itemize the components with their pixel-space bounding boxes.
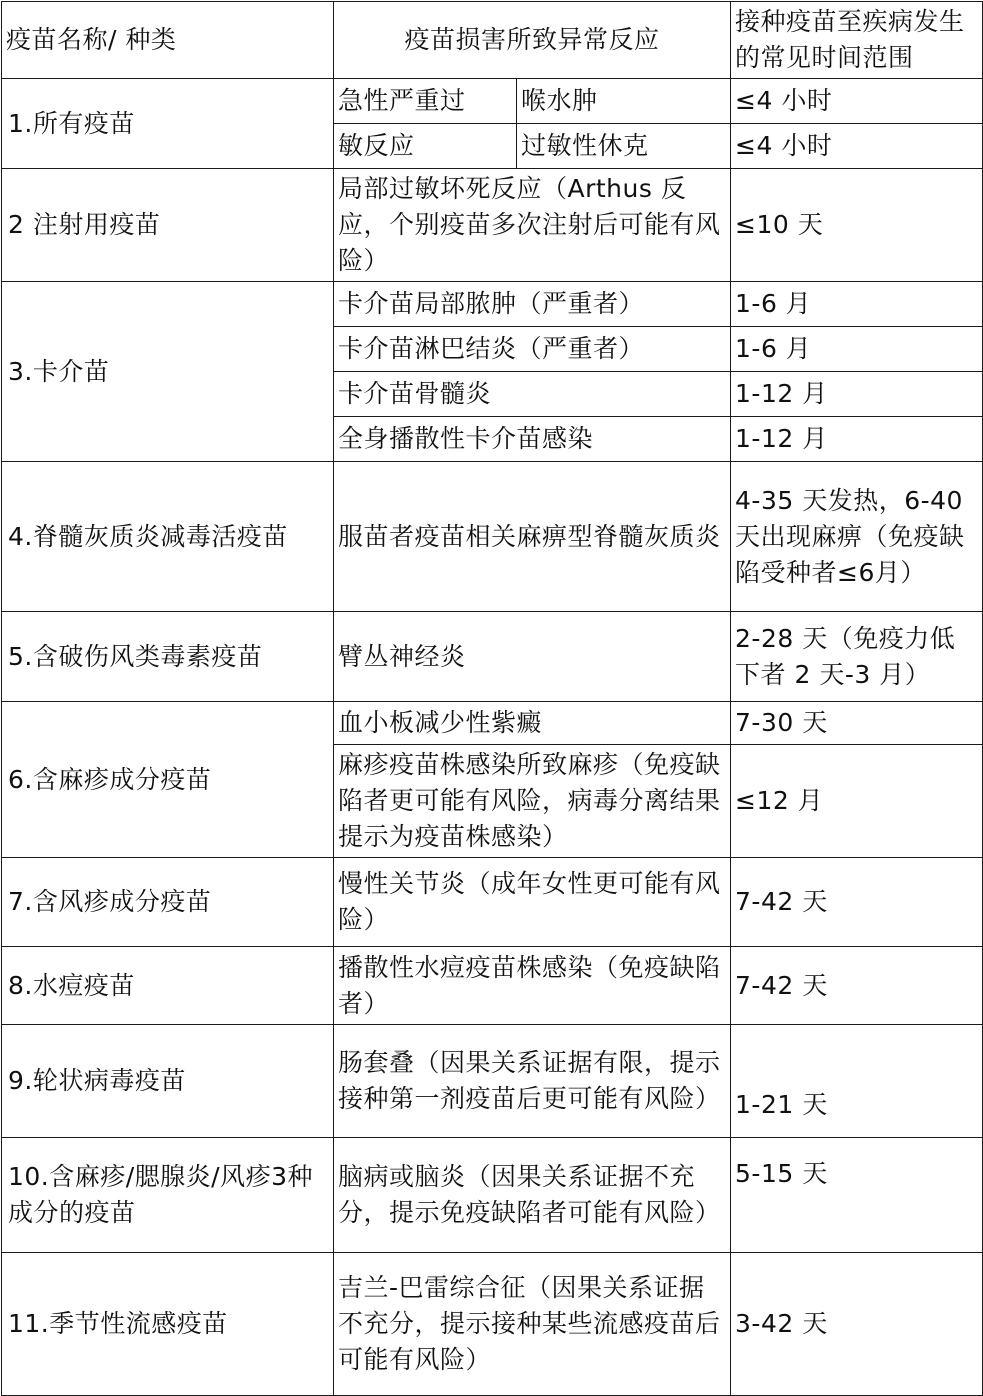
vaccine-name: 6.含麻疹成分疫苗 <box>2 702 334 858</box>
time-range: 1-21 天 <box>731 1025 983 1138</box>
time-range: 3-42 天 <box>731 1253 983 1396</box>
vaccine-name: 3.卡介苗 <box>2 282 334 462</box>
vaccine-name: 9.轮状病毒疫苗 <box>2 1025 334 1138</box>
reaction-text: 肠套叠（因果关系证据有限，提示接种第一剂疫苗后更可能有风险） <box>334 1025 731 1138</box>
reaction-text: 卡介苗局部脓肿（严重者） <box>334 282 731 327</box>
reaction-text: 卡介苗骨髓炎 <box>334 372 731 417</box>
table-row <box>2 79 983 124</box>
table-row <box>2 1253 983 1396</box>
vaccine-adverse-reaction-table <box>1 1 983 1396</box>
time-range: ≤12 月 <box>731 745 983 858</box>
table-row <box>2 282 983 327</box>
reaction-text: 全身播散性卡介苗感染 <box>334 417 731 462</box>
reaction-text: 臂丛神经炎 <box>334 612 731 702</box>
vaccine-name: 7.含风疹成分疫苗 <box>2 858 334 947</box>
vaccine-name: 2 注射用疫苗 <box>2 169 334 282</box>
time-range: 7-30 天 <box>731 702 983 745</box>
vaccine-name: 1.所有疫苗 <box>2 79 334 169</box>
reaction-text: 敏反应 <box>334 124 517 169</box>
time-range: ≤4 小时 <box>731 124 983 169</box>
reaction-text: 过敏性休克 <box>517 124 731 169</box>
reaction-text: 喉水肿 <box>517 79 731 124</box>
table-row <box>2 702 983 745</box>
vaccine-name: 4.脊髓灰质炎减毒活疫苗 <box>2 462 334 612</box>
time-range: 1-12 月 <box>731 417 983 462</box>
reaction-text: 卡介苗淋巴结炎（严重者） <box>334 327 731 372</box>
vaccine-name: 10.含麻疹/腮腺炎/风疹3种成分的疫苗 <box>2 1138 334 1253</box>
reaction-text: 血小板减少性紫癜 <box>334 702 731 745</box>
reaction-text: 服苗者疫苗相关麻痹型脊髓灰质炎 <box>334 462 731 612</box>
table-row <box>2 169 983 282</box>
time-range: 1-6 月 <box>731 282 983 327</box>
table-row <box>2 858 983 947</box>
table-row <box>2 462 983 612</box>
table-row <box>2 1138 983 1253</box>
time-range: ≤4 小时 <box>731 79 983 124</box>
time-range: 1-12 月 <box>731 372 983 417</box>
table-row <box>2 612 983 702</box>
time-range: 7-42 天 <box>731 947 983 1025</box>
time-range: 4-35 天发热，6-40 天出现麻痹（免疫缺陷受种者≤6月） <box>731 462 983 612</box>
table-row <box>2 1025 983 1138</box>
reaction-text: 局部过敏坏死反应（Arthus 反应，个别疫苗多次注射后可能有风险） <box>334 169 731 282</box>
reaction-text: 脑病或脑炎（因果关系证据不充分，提示免疫缺陷者可能有风险） <box>334 1138 731 1253</box>
vaccine-name: 8.水痘疫苗 <box>2 947 334 1025</box>
table-header-row <box>2 2 983 79</box>
header-vaccine-name: 疫苗名称/ 种类 <box>2 2 334 79</box>
table-row <box>2 947 983 1025</box>
reaction-text: 慢性关节炎（成年女性更可能有风险） <box>334 858 731 947</box>
reaction-text: 吉兰-巴雷综合征（因果关系证据不充分，提示接种某些流感疫苗后可能有风险） <box>334 1253 731 1396</box>
time-range: 1-6 月 <box>731 327 983 372</box>
header-adverse-reaction: 疫苗损害所致异常反应 <box>334 2 731 79</box>
time-range: 2-28 天（免疫力低下者 2 天-3 月） <box>731 612 983 702</box>
vaccine-name: 11.季节性流感疫苗 <box>2 1253 334 1396</box>
time-range: 7-42 天 <box>731 858 983 947</box>
reaction-text: 播散性水痘疫苗株感染（免疫缺陷者） <box>334 947 731 1025</box>
time-range: 5-15 天 <box>731 1138 983 1253</box>
vaccine-name: 5.含破伤风类毒素疫苗 <box>2 612 334 702</box>
reaction-text: 麻疹疫苗株感染所致麻疹（免疫缺陷者更可能有风险，病毒分离结果提示为疫苗株感染） <box>334 745 731 858</box>
header-time-range: 接种疫苗至疾病发生的常见时间范围 <box>731 2 983 79</box>
reaction-text: 急性严重过 <box>334 79 517 124</box>
time-range: ≤10 天 <box>731 169 983 282</box>
